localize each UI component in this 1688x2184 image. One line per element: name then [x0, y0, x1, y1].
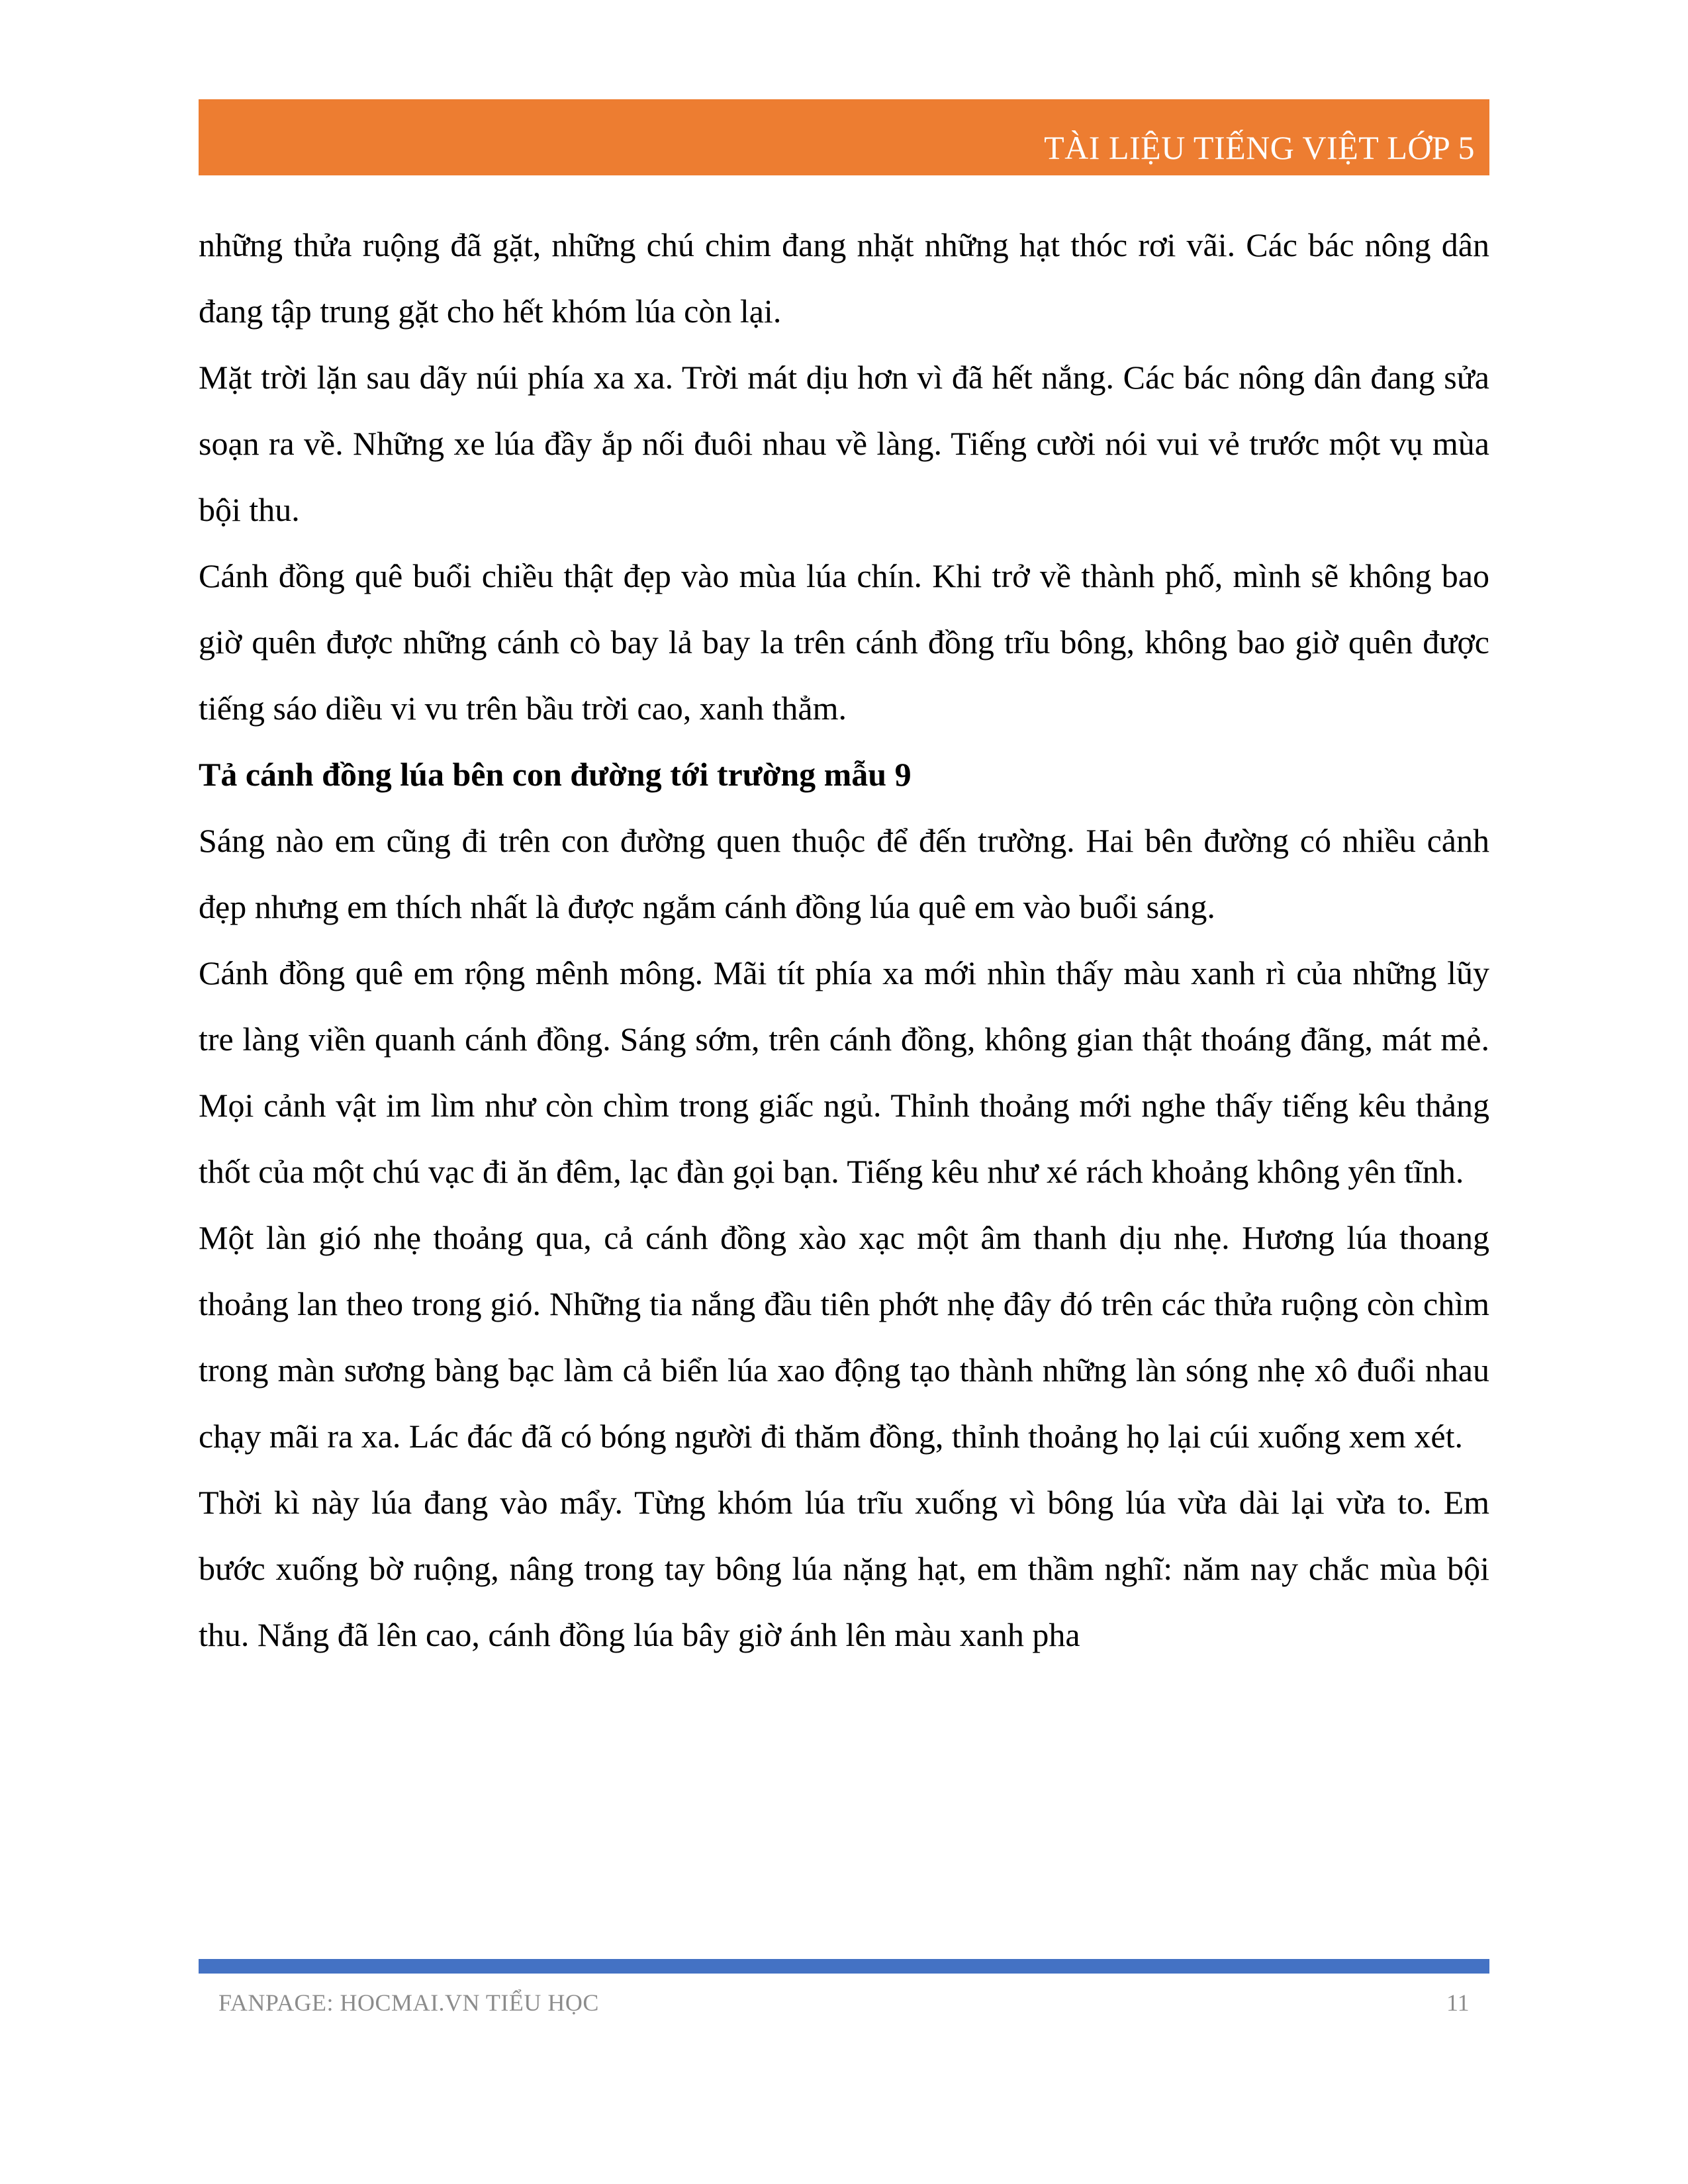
paragraph: Cánh đồng quê buổi chiều thật đẹp vào mùa lúa chín. Khi trở về thành phố, mình sẽ không bao giờ quên được những cánh cò bay lả bay la trên cánh đồng trĩu bông, không bao giờ quên được tiếng sáo diều vi vu trên bầu trời cao, xanh thẳm.: [199, 557, 1489, 727]
header-banner: [199, 99, 1489, 175]
page-number: 11: [1446, 1989, 1470, 2016]
paragraph: Cánh đồng quê em rộng mênh mông. Mãi tít phía xa mới nhìn thấy màu xanh rì của những lũy tre làng viền quanh cánh đồng. Sáng sớm, trên cánh đồng, không gian thật thoáng đãng, mát mẻ. Mọi cảnh vật im lìm như còn chìm trong giấc ngủ. Thỉnh thoảng mới nghe thấy tiếng kêu thảng thốt của một chú vạc đi ăn đêm, lạc đàn gọi bạn. Tiếng kêu như xé rách khoảng không yên tĩnh.: [199, 954, 1489, 1190]
document-body: [199, 212, 1489, 1668]
paragraph: những thửa ruộng đã gặt, những chú chim đang nhặt những hạt thóc rơi vãi. Các bác nông dân đang tập trung gặt cho hết khóm lúa còn lại.: [199, 226, 1489, 330]
paragraph: Mặt trời lặn sau dãy núi phía xa xa. Trời mát dịu hơn vì đã hết nắng. Các bác nông dân đang sửa soạn ra về. Những xe lúa đầy ắp nối đuôi nhau về làng. Tiếng cười nói vui vẻ trước một vụ mùa bội thu.: [199, 359, 1489, 528]
paragraph: Sáng nào em cũng đi trên con đường quen thuộc để đến trường. Hai bên đường có nhiều cảnh đẹp nhưng em thích nhất là được ngắm cánh đồng lúa quê em vào buổi sáng.: [199, 822, 1489, 925]
footer-fanpage-text: FANPAGE: HOCMAI.VN TIỂU HỌC: [218, 1989, 599, 2016]
footer-divider: [199, 1959, 1489, 1974]
section-heading: Tả cánh đồng lúa bên con đường tới trường mẫu 9: [199, 756, 912, 793]
paragraph: Một làn gió nhẹ thoảng qua, cả cánh đồng xào xạc một âm thanh dịu nhẹ. Hương lúa thoang thoảng lan theo trong gió. Những tia nắng đầu tiên phớt nhẹ đây đó trên các thửa ruộng còn chìm trong màn sương bàng bạc làm cả biển lúa xao động tạo thành những làn sóng nhẹ xô đuổi nhau chạy mãi ra xa. Lác đác đã có bóng người đi thăm đồng, thỉnh thoảng họ lại cúi xuống xem xét.: [199, 1219, 1489, 1455]
paragraph: Thời kì này lúa đang vào mẩy. Từng khóm lúa trĩu xuống vì bông lúa vừa dài lại vừa to. Em bước xuống bờ ruộng, nâng trong tay bông lúa nặng hạt, em thầm nghĩ: năm nay chắc mùa bội thu. Nắng đã lên cao, cánh đồng lúa bây giờ ánh lên màu xanh pha: [199, 1484, 1489, 1653]
document-title: TÀI LIỆU TIẾNG VIỆT LỚP 5: [1044, 128, 1475, 166]
